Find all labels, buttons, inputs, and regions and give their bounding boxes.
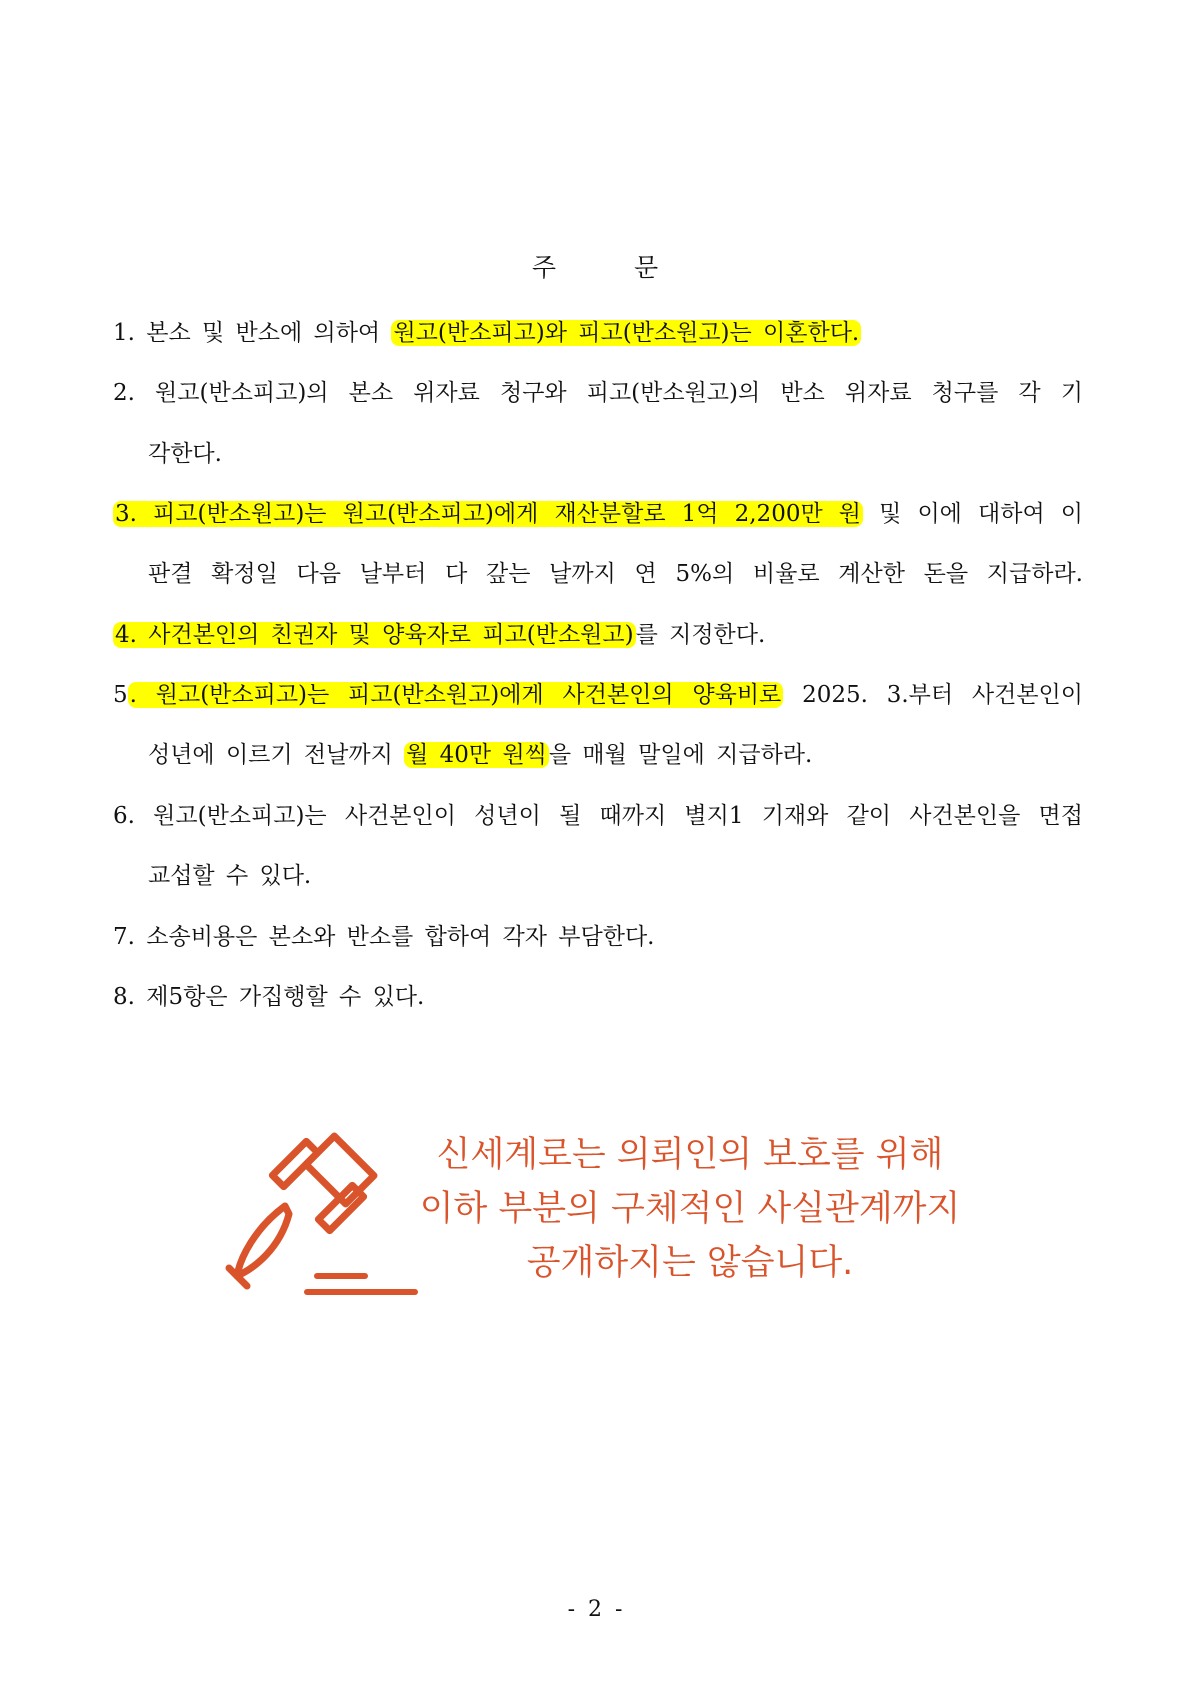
order-item-6 bbox=[113, 799, 1083, 833]
order-item-2-cont bbox=[148, 437, 1083, 471]
item-text: 각한다. bbox=[148, 441, 222, 467]
highlighted-text: 3. 피고(반소원고)는 원고(반소피고)에게 재산분할로 1억 2,200만 원 bbox=[115, 501, 862, 527]
order-item-5 bbox=[113, 678, 1083, 712]
order-item-8 bbox=[113, 980, 1083, 1014]
order-item-5-cont bbox=[148, 738, 1083, 772]
highlighted-text: . 원고(반소피고)는 피고(반소원고)에게 사건본인의 양육비로 bbox=[129, 682, 782, 708]
item-text: 를 지정한다. bbox=[635, 622, 766, 648]
item-text: 2025. 3.부터 사건본인이 bbox=[783, 682, 1083, 708]
notice-line-1: 신세계로는 의뢰인의 보호를 위해 bbox=[436, 1135, 944, 1175]
notice-text bbox=[400, 1128, 980, 1290]
item-text: 6. 원고(반소피고)는 사건본인이 성년이 될 때까지 별지1 기재와 같이 사건본인을 면접 bbox=[113, 803, 1083, 829]
order-item-4 bbox=[113, 618, 1083, 652]
order-item-2 bbox=[113, 376, 1083, 410]
item-text: 5 bbox=[113, 682, 128, 708]
section-title: 주 문 bbox=[531, 253, 659, 282]
order-item-3-cont bbox=[148, 557, 1083, 591]
item-text: 및 이에 대하여 이 bbox=[863, 501, 1083, 527]
highlighted-text: 원고(반소피고)와 피고(반소원고)는 이혼한다. bbox=[393, 320, 860, 346]
order-item-6-cont bbox=[148, 859, 1083, 893]
notice-line-2: 이하 부분의 구체적인 사실관계까지 bbox=[419, 1189, 961, 1229]
page-number: - 2 - bbox=[567, 1597, 623, 1622]
item-text: 8. 제5항은 가집행할 수 있다. bbox=[113, 984, 425, 1010]
order-item-1 bbox=[113, 316, 1083, 350]
order-item-7 bbox=[113, 920, 1083, 954]
highlighted-text: 4. 사건본인의 친권자 및 양육자로 피고(반소원고) bbox=[115, 622, 634, 648]
item-text: 교섭할 수 있다. bbox=[148, 863, 312, 889]
item-text: 1. 본소 및 반소에 의하여 bbox=[113, 320, 392, 346]
item-text: 판결 확정일 다음 날부터 다 갚는 날까지 연 5%의 비율로 계산한 돈을 지급하라. bbox=[148, 561, 1083, 587]
highlighted-text: 월 40만 원씩 bbox=[406, 742, 547, 768]
order-item-3 bbox=[113, 497, 1083, 531]
item-text: 성년에 이르기 전날까지 bbox=[148, 742, 405, 768]
item-text: 을 매월 말일에 지급하라. bbox=[548, 742, 813, 768]
item-text: 2. 원고(반소피고)의 본소 위자료 청구와 피고(반소원고)의 반소 위자료 청구를 각 기 bbox=[113, 380, 1083, 406]
gavel-icon bbox=[225, 1118, 425, 1298]
notice-line-3: 공개하지는 않습니다. bbox=[526, 1243, 854, 1283]
item-text: 7. 소송비용은 본소와 반소를 합하여 각자 부담한다. bbox=[113, 924, 655, 950]
